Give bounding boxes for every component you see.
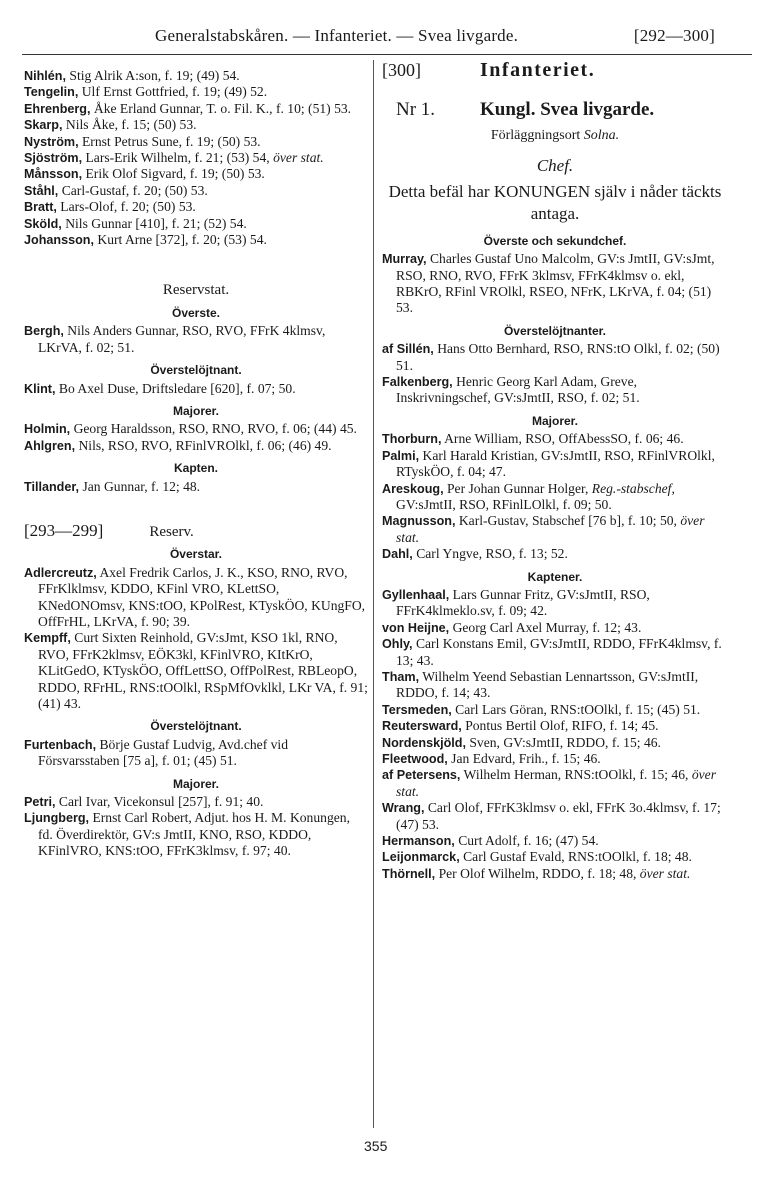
officer-surname: Johansson,: [24, 233, 94, 248]
officer-surname: Månsson,: [24, 167, 83, 182]
roster-entry: Furtenbach, Börje Gustaf Ludvig, Avd.chef vid Försvarsstaben [75 a], f. 01; (45) 51.: [24, 736, 288, 769]
header-title: Generalstabskåren. — Infanteriet. — Svea livgarde.: [155, 26, 519, 45]
page-number: 355: [364, 1138, 388, 1154]
roster-entry: Holmin, Georg Haraldsson, RSO, RNO, RVO, f. 06; (44) 45.: [24, 421, 357, 437]
roster-entry: Tersmeden, Carl Lars Göran, RNS:tOOlkl, f. 15; (45) 51.: [382, 701, 701, 717]
officer-surname: Ahlgren,: [24, 438, 76, 453]
roster-entry: Ahlgren, Nils, RSO, RVO, RFinlVROlkl, f. 06; (46) 49.: [24, 437, 332, 453]
roster-entry: Nihlén, Stig Alrik A:son, f. 19; (49) 54.: [24, 68, 240, 83]
rank-heading: Överstelöjtnanter.: [503, 323, 607, 338]
officer-surname: af Sillén,: [382, 342, 434, 357]
officer-surname: Tillander,: [24, 479, 80, 494]
officer-surname: Tham,: [382, 669, 420, 684]
rank-heading: Kapten.: [173, 461, 218, 476]
officer-surname: Holmin,: [24, 422, 71, 437]
roster-entry: Petri, Carl Ivar, Vicekonsul [257], f. 91; 40.: [24, 794, 264, 810]
chef-heading: Chef.: [536, 156, 574, 176]
reservstat-title: Reservstat.: [162, 282, 230, 299]
officer-surname: af Petersens,: [382, 768, 461, 783]
officer-surname: Petri,: [24, 795, 56, 810]
entry-italic-note: över stat.: [639, 865, 691, 881]
roster-entry: Falkenberg, Henric Georg Karl Adam, Greve, Inskrivningschef, GV:sJmtII, RSO, f. 02; 51.: [382, 374, 640, 406]
roster-entry: Thorburn, Arne William, RSO, OffAbessSO, f. 06; 46.: [382, 431, 684, 447]
roster-entry: Månsson, Erik Olof Sigvard, f. 19; (50) 53.: [24, 166, 265, 182]
officer-surname: Ståhl,: [24, 183, 59, 198]
roster-entry: Thörnell, Per Olof Wilhelm, RDDO, f. 18; 48, över stat.: [382, 865, 691, 881]
officer-surname: Nihlén,: [24, 69, 66, 83]
roster-entry: Ehrenberg, Åke Erland Gunnar, T. o. Fil. K., f. 10; (51) 53.: [24, 100, 352, 116]
roster-entry: Tillander, Jan Gunnar, f. 12; 48.: [24, 478, 201, 494]
officer-surname: Palmi,: [382, 448, 420, 463]
roster-entry: Sjöström, Lars-Erik Wilhelm, f. 21; (53) 54, över stat.: [24, 150, 324, 166]
reserv-heading: [24, 520, 368, 540]
officer-surname: Wrang,: [382, 801, 425, 816]
officer-surname: Murray,: [382, 252, 427, 267]
roster-entry: Palmi, Karl Harald Kristian, GV:sJmtII, RSO, RFinlVROlkl, RTyskÖO, f. 04; 47.: [382, 447, 715, 480]
rank-heading: Överste och sekundchef.: [483, 233, 627, 248]
officer-surname: Hermanson,: [382, 834, 455, 849]
entry-italic-note: över stat.: [273, 150, 324, 166]
location-label: Förläggningsort: [490, 128, 581, 143]
roster-entry: Tengelin, Ulf Ernst Gottfried, f. 19; (49) 52.: [24, 84, 268, 100]
reserv-title: Reserv.: [149, 523, 194, 540]
roster-entry: Reutersward, Pontus Bertil Olof, RIFO, f. 14; 45.: [382, 718, 659, 734]
roster-entry: Wrang, Carl Olof, FFrK3klmsv o. ekl, FFrK 3o.4klmsv, f. 17; (47) 53.: [382, 800, 721, 832]
officer-surname: Gyllenhaal,: [382, 587, 450, 602]
roster-entry: von Heijne, Georg Carl Axel Murray, f. 12; 43.: [382, 619, 642, 635]
column-divider: [373, 60, 374, 1128]
unit-name: Kungl. Svea livgarde.: [480, 99, 655, 120]
officer-surname: Bergh,: [24, 324, 64, 339]
officer-surname: Kempff,: [24, 631, 71, 646]
officer-surname: Skarp,: [24, 118, 63, 133]
officer-surname: Bratt,: [24, 200, 57, 215]
roster-entry: af Sillén, Hans Otto Bernhard, RSO, RNS:tO Olkl, f. 02; (50) 51.: [382, 341, 720, 373]
officer-surname: Nordenskjöld,: [382, 735, 466, 750]
roster-entry: Ljungberg, Ernst Carl Robert, Adjut. hos H. M. Konungen, fd. Överdirektör, GV:s JmtII, KNO, RSO, KDDO, KFinlVRO, KNS:tOO, FFrK3klmsv, f. 97; 40.: [24, 810, 350, 859]
officer-surname: Tengelin,: [24, 85, 79, 100]
officer-surname: Thörnell,: [382, 866, 436, 881]
section-heading: [382, 59, 728, 88]
rank-heading: Majorer.: [531, 413, 579, 428]
officer-surname: Nyström,: [24, 134, 79, 149]
running-header: [155, 26, 715, 46]
officer-surname: Leijonmarck,: [382, 850, 460, 865]
entry-italic-note: över stat.: [396, 513, 705, 545]
roster-entry: Ohly, Carl Konstans Emil, GV:sJmtII, RDDO, FFrK4klmsv, f. 13; 43.: [382, 636, 722, 668]
roster-entry: Dahl, Carl Yngve, RSO, f. 13; 52.: [382, 546, 568, 562]
officer-surname: Klint,: [24, 381, 56, 396]
section-number: [300]: [382, 60, 421, 80]
officer-surname: Falkenberg,: [382, 375, 453, 390]
officer-surname: Ehrenberg,: [24, 101, 91, 116]
entry-italic-note: över stat.: [396, 767, 716, 799]
roster-entry: Bergh, Nils Anders Gunnar, RSO, RVO, FFrK 4klmsv, LKrVA, f. 02; 51.: [24, 323, 326, 355]
roster-entry: Fleetwood, Jan Edvard, Frih., f. 15; 46.: [382, 751, 601, 766]
rank-heading: Överstelöjtnant.: [150, 363, 242, 378]
chef-text: Detta befäl har KONUNGEN själv i nåder täckts antaga.: [388, 181, 722, 223]
roster-entry: Ståhl, Carl-Gustaf, f. 20; (50) 53.: [24, 182, 208, 198]
section-title: Infanteriet.: [480, 59, 596, 81]
rank-heading: Majorer.: [172, 776, 220, 791]
reserv-range: [293—299]: [24, 520, 104, 540]
officer-surname: Sköld,: [24, 216, 62, 231]
entry-italic-note: Reg.-stabschef,: [591, 480, 675, 496]
officer-groups: [382, 233, 728, 882]
rank-heading: Majorer.: [172, 403, 220, 418]
roster-entry: Johansson, Kurt Arne [372], f. 20; (53) 54.: [24, 232, 267, 248]
officer-surname: Sjöström,: [24, 151, 83, 166]
roster-entry: Kempff, Curt Sixten Reinhold, GV:sJmt, KSO 1kl, RNO, RVO, FFrK2klmsv, EÖK3kl, KFinlVRO, KItKrO, KLitGedO, KTyskÖO, OffLettSO, OffPolRest, RBLeopO, RDDO, RFrHL, RNS:tOOlkl, RSpMfOvklkl, LKr VA, f. 91; (41) 43.: [24, 630, 368, 711]
header-rule: [22, 54, 752, 55]
roster-entry: Leijonmarck, Carl Gustaf Evald, RNS:tOOlkl, f. 18; 48.: [382, 849, 692, 865]
officer-surname: Reutersward,: [382, 719, 462, 734]
rank-heading: Överstelöjtnant.: [150, 719, 242, 734]
roster-entry: Gyllenhaal, Lars Gunnar Fritz, GV:sJmtII, RSO, FFrK4klmeklo.sv, f. 09; 42.: [382, 586, 650, 619]
rank-heading: Överstar.: [169, 547, 223, 562]
officer-surname: von Heijne,: [382, 620, 450, 635]
officer-surname: Dahl,: [382, 547, 413, 562]
officer-surname: Furtenbach,: [24, 737, 97, 752]
right-column: [382, 59, 728, 882]
officer-surname: Ljungberg,: [24, 811, 90, 826]
officer-surname: Adlercreutz,: [24, 565, 97, 580]
roster-entry: Hermanson, Curt Adolf, f. 16; (47) 54.: [382, 833, 599, 849]
unit-number: Nr 1.: [396, 99, 436, 120]
roster-entry: af Petersens, Wilhelm Herman, RNS:tOOlkl, f. 15; 46, över stat.: [382, 767, 716, 799]
officer-surname: Magnusson,: [382, 514, 456, 529]
roster-entry: Magnusson, Karl-Gustav, Stabschef [76 b], f. 10; 50, över stat.: [382, 513, 705, 545]
officer-surname: Tersmeden,: [382, 702, 452, 717]
garrison-location: [382, 128, 728, 144]
rank-heading: Överste.: [171, 305, 221, 320]
left-column: [24, 68, 368, 860]
officer-surname: Fleetwood,: [382, 752, 448, 766]
header-page-range: [292—300]: [633, 26, 715, 45]
roster-entry: Murray, Charles Gustaf Uno Malcolm, GV:s JmtII, GV:sJmt, RSO, RNO, RVO, FFrK 3klmsv, FFrK4klmsv o. ekl, RBKrO, RFinl VROlkl, RSEO, NFrK, LKrVA, f. 04; (51) 53.: [382, 251, 715, 316]
roster-entry: Klint, Bo Axel Duse, Driftsledare [620], f. 07; 50.: [24, 380, 296, 396]
roster-entry: Nordenskjöld, Sven, GV:sJmtII, RDDO, f. 15; 46.: [382, 734, 661, 750]
location-value: Solna.: [583, 128, 620, 143]
officer-surname: Ohly,: [382, 637, 413, 652]
roster-entry: Nyström, Ernst Petrus Sune, f. 19; (50) 53.: [24, 133, 261, 149]
unit-heading: [382, 99, 728, 126]
rank-heading: Kaptener.: [527, 569, 583, 584]
roster-entry: Areskoug, Per Johan Gunnar Holger, Reg.-stabschef, GV:sJmtII, RSO, RFinlLOlkl, f. 09; 50.: [382, 480, 675, 512]
roster-entry: Tham, Wilhelm Yeend Sebastian Lennartsson, GV:sJmtII, RDDO, f. 14; 43.: [382, 668, 699, 701]
roster-entry: Adlercreutz, Axel Fredrik Carlos, J. K., KSO, RNO, RVO, FFrKlklmsv, KDDO, KFinl VRO, KLettSO, KNedONOmsv, KNS:tOO, KPolRest, KTyskÖO, KUngFO, OffFrHL, LKrVA, f. 90; 39.: [24, 564, 366, 629]
roster-entry: Bratt, Lars-Olof, f. 20; (50) 53.: [24, 199, 196, 215]
roster-entry: Sköld, Nils Gunnar [410], f. 21; (52) 54.: [24, 215, 247, 231]
officer-surname: Areskoug,: [382, 481, 444, 496]
roster-entry: Skarp, Nils Åke, f. 15; (50) 53.: [24, 117, 197, 133]
officer-surname: Thorburn,: [382, 432, 442, 447]
